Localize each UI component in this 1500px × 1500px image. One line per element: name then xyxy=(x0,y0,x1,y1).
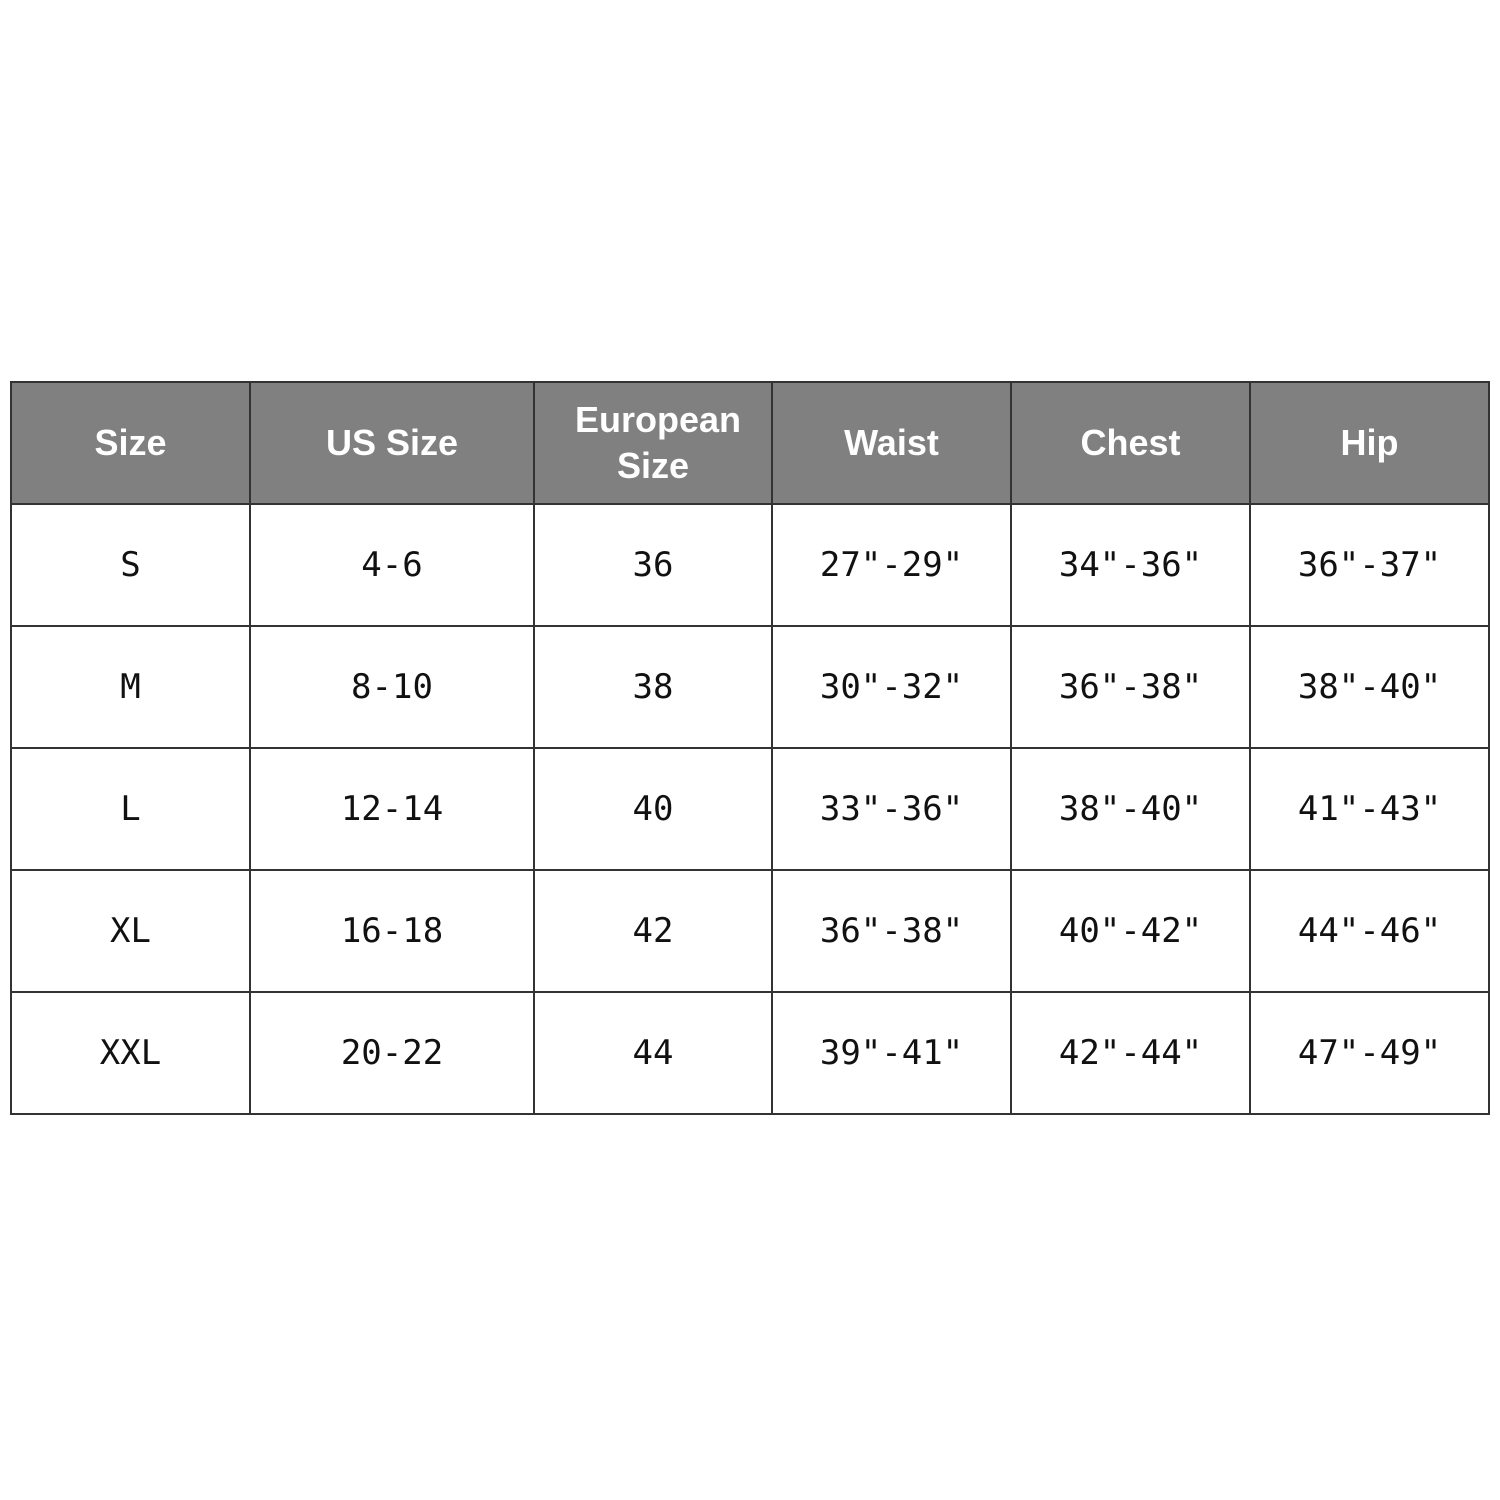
cell-chest: 42"-44" xyxy=(1011,992,1250,1114)
cell-waist: 39"-41" xyxy=(772,992,1011,1114)
cell-chest: 36"-38" xyxy=(1011,626,1250,748)
cell-size: XL xyxy=(11,870,250,992)
table-row xyxy=(11,504,1489,626)
header-us-size: US Size xyxy=(250,382,534,504)
header-size: Size xyxy=(11,382,250,504)
cell-size: M xyxy=(11,626,250,748)
table-row xyxy=(11,626,1489,748)
table-row xyxy=(11,748,1489,870)
cell-hip: 36"-37" xyxy=(1250,504,1489,626)
cell-hip: 38"-40" xyxy=(1250,626,1489,748)
cell-us-size: 8-10 xyxy=(250,626,534,748)
cell-us-size: 16-18 xyxy=(250,870,534,992)
cell-chest: 34"-36" xyxy=(1011,504,1250,626)
cell-size: L xyxy=(11,748,250,870)
header-waist: Waist xyxy=(772,382,1011,504)
cell-size: XXL xyxy=(11,992,250,1114)
cell-hip: 44"-46" xyxy=(1250,870,1489,992)
cell-waist: 36"-38" xyxy=(772,870,1011,992)
header-row xyxy=(11,382,1489,504)
cell-hip: 47"-49" xyxy=(1250,992,1489,1114)
header-hip: Hip xyxy=(1250,382,1489,504)
cell-european-size: 38 xyxy=(534,626,772,748)
cell-european-size: 40 xyxy=(534,748,772,870)
cell-european-size: 42 xyxy=(534,870,772,992)
cell-waist: 33"-36" xyxy=(772,748,1011,870)
cell-chest: 38"-40" xyxy=(1011,748,1250,870)
cell-chest: 40"-42" xyxy=(1011,870,1250,992)
cell-european-size: 44 xyxy=(534,992,772,1114)
cell-us-size: 12-14 xyxy=(250,748,534,870)
cell-size: S xyxy=(11,504,250,626)
cell-us-size: 20-22 xyxy=(250,992,534,1114)
cell-hip: 41"-43" xyxy=(1250,748,1489,870)
cell-waist: 27"-29" xyxy=(772,504,1011,626)
header-chest: Chest xyxy=(1011,382,1250,504)
table-row xyxy=(11,992,1489,1114)
table-row xyxy=(11,870,1489,992)
size-chart-table xyxy=(10,381,1490,1115)
cell-waist: 30"-32" xyxy=(772,626,1011,748)
cell-european-size: 36 xyxy=(534,504,772,626)
cell-us-size: 4-6 xyxy=(250,504,534,626)
header-european-size: European Size xyxy=(534,382,772,504)
